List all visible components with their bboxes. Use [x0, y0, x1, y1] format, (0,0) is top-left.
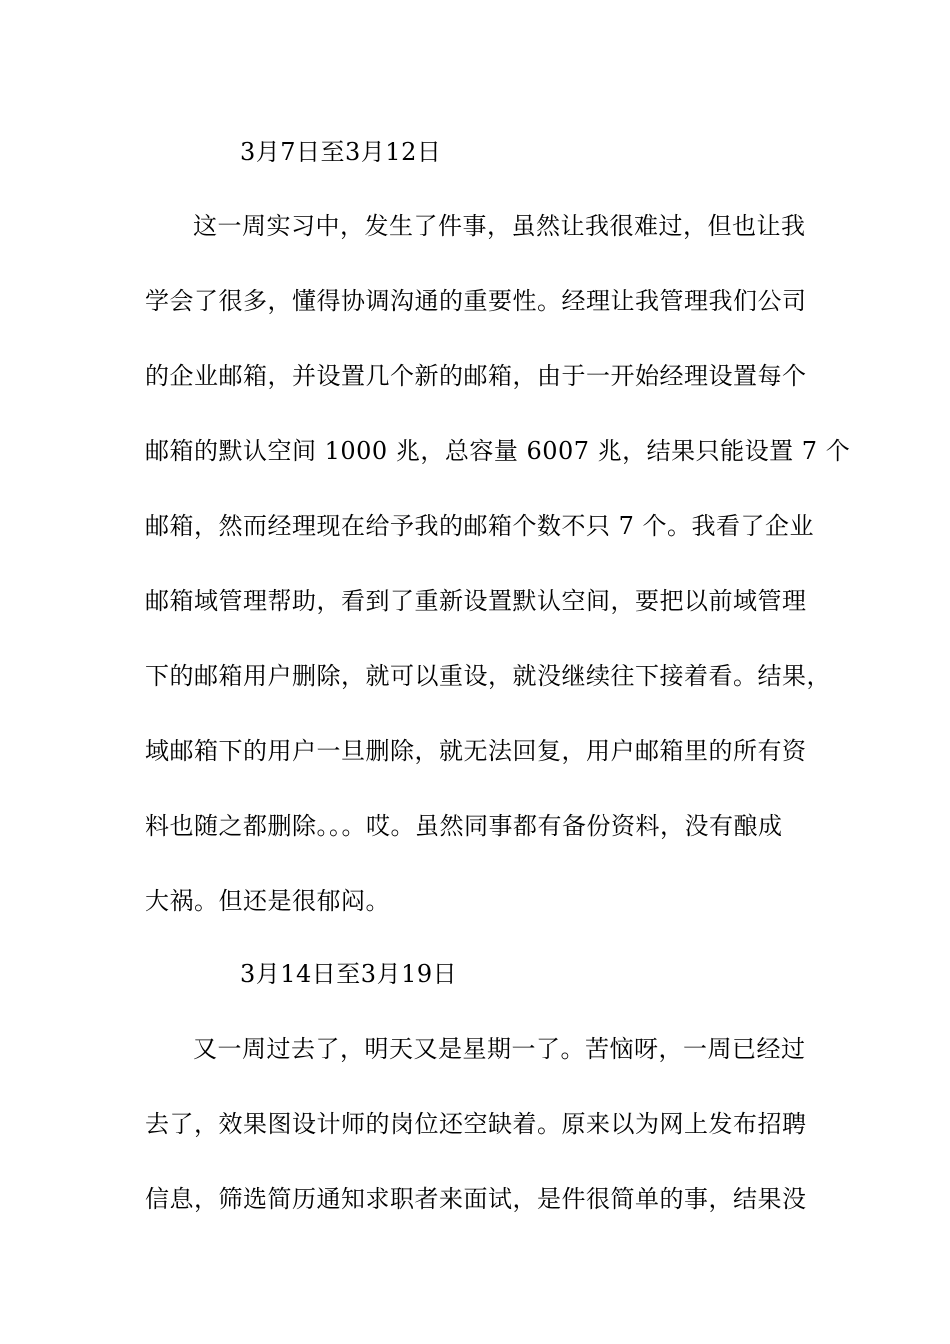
paragraph-line: 域邮箱下的用户一旦删除，就无法回复，用户邮箱里的所有资	[145, 737, 807, 765]
paragraph-line: 又一周过去了，明天又是星期一了。苦恼呀，一周已经过	[193, 1035, 806, 1063]
section-heading-1: 3月7日至3月12日	[240, 138, 442, 166]
section-heading-2: 3月14日至3月19日	[240, 960, 458, 988]
paragraph-line: 信息，筛选简历通知求职者来面试，是件很简单的事，结果没	[145, 1185, 807, 1213]
paragraph-line: 学会了很多，懂得协调沟通的重要性。经理让我管理我们公司	[145, 287, 807, 315]
paragraph-line: 这一周实习中，发生了件事，虽然让我很难过，但也让我	[193, 212, 806, 240]
paragraph-line: 大祸。但还是很郁闷。	[145, 887, 390, 915]
paragraph-line: 去了，效果图设计师的岗位还空缺着。原来以为网上发布招聘	[145, 1110, 807, 1138]
paragraph-line: 邮箱域管理帮助，看到了重新设置默认空间，要把以前域管理	[145, 587, 807, 615]
paragraph-line: 邮箱的默认空间 1000 兆，总容量 6007 兆，结果只能设置 7 个	[145, 437, 851, 465]
paragraph-line: 下的邮箱用户删除，就可以重设，就没继续往下接着看。结果，	[145, 662, 831, 690]
paragraph-line: 料也随之都删除。。。哎。虽然同事都有备份资料，没有酿成	[145, 812, 783, 840]
paragraph-line: 邮箱，然而经理现在给予我的邮箱个数不只 7 个。我看了企业	[145, 512, 815, 540]
paragraph-line: 的企业邮箱，并设置几个新的邮箱，由于一开始经理设置每个	[145, 362, 807, 390]
